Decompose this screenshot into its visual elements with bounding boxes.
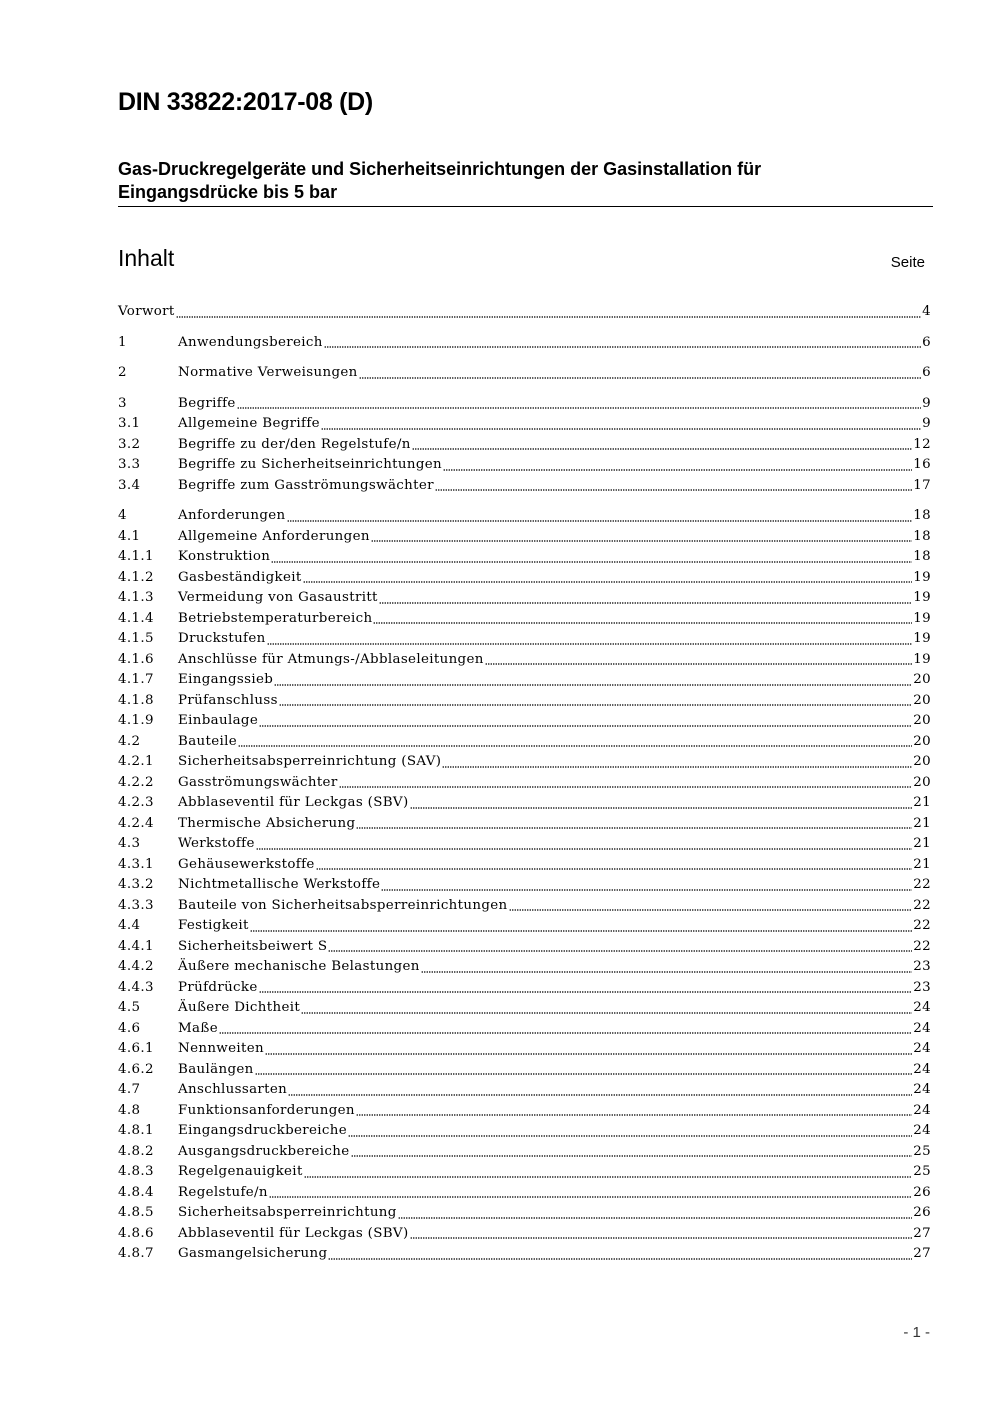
toc-entry-label: Einbaulage: [178, 713, 259, 728]
toc-dot-leader: [219, 1031, 912, 1034]
toc-entry-page: 27: [913, 1246, 931, 1261]
toc-entry-number: 4.4.1: [118, 938, 154, 954]
toc-entry-page: 26: [913, 1205, 931, 1220]
toc-entry[interactable]: [118, 691, 931, 712]
toc-entry[interactable]: [118, 527, 931, 548]
toc-entry-number: 4.3.3: [118, 897, 154, 913]
toc-entry-number: 4.1.6: [118, 651, 154, 667]
toc-entry-page: 19: [913, 651, 931, 667]
toc-entry-label: Abblaseventil für Leckgas (SBV): [178, 795, 409, 810]
toc-dot-leader: [351, 1154, 913, 1157]
toc-entry-number: 4.1.9: [118, 713, 154, 728]
toc-entry-label: Abblaseventil für Leckgas (SBV): [178, 1225, 409, 1241]
toc-entry-number: 4.4: [118, 918, 141, 933]
toc-entry-number: 4.2: [118, 733, 141, 749]
toc-entry-label: Sicherheitsabsperreinrichtung (SAV): [178, 754, 442, 769]
toc-entry-label: Eingangsdruckbereiche: [178, 1123, 348, 1138]
toc-entry-label: Anforderungen: [178, 508, 286, 523]
toc-entry[interactable]: [118, 937, 931, 958]
toc-entry-page: 21: [913, 856, 931, 872]
toc-entry[interactable]: [118, 1039, 931, 1060]
toc-entry[interactable]: [118, 855, 931, 876]
toc-entry-page: 24: [913, 1061, 931, 1077]
toc-dot-leader: [259, 990, 913, 993]
toc-heading: Inhalt: [118, 245, 175, 271]
toc-entry[interactable]: [118, 916, 931, 937]
toc-entry[interactable]: [118, 333, 931, 354]
toc-entry-page: 6: [922, 334, 931, 350]
toc-dot-leader: [356, 1113, 912, 1116]
toc-entry[interactable]: [118, 732, 931, 753]
toc-dot-leader: [398, 1216, 913, 1219]
toc-entry-number: 4.8.6: [118, 1225, 154, 1241]
toc-entry-label: Maße: [178, 1020, 218, 1036]
toc-dot-leader: [373, 621, 912, 624]
document-id: DIN 33822:2017-08 (D): [118, 88, 373, 116]
toc-entry-page: 22: [913, 897, 931, 913]
toc-entry[interactable]: [118, 568, 931, 589]
toc-entry-label: Baulängen: [178, 1061, 254, 1077]
toc-dot-leader: [279, 703, 912, 706]
toc-dot-leader: [176, 315, 921, 318]
toc-entry-number: 4.1.1: [118, 549, 154, 564]
toc-entry[interactable]: [118, 629, 931, 650]
toc-entry-number: 4.1: [118, 528, 141, 544]
toc-entry-page: 6: [922, 365, 931, 380]
toc-entry-label: Allgemeine Anforderungen: [178, 528, 370, 544]
toc-entry-page: 16: [913, 457, 931, 472]
toc-entry-page: 9: [922, 416, 931, 431]
toc-entry-number: 4.1.2: [118, 569, 154, 585]
toc-entry-number: 4.1.8: [118, 692, 154, 708]
toc-entry-number: 4.2.3: [118, 795, 154, 810]
toc-entry-number: 4.6.1: [118, 1041, 154, 1056]
toc-entry-page: 9: [922, 395, 931, 411]
toc-entry-page: 18: [913, 549, 931, 564]
toc-dot-leader: [324, 345, 921, 348]
toc-entry[interactable]: [118, 1080, 931, 1101]
toc-entry-label: Werkstoffe: [178, 836, 255, 851]
toc-entry[interactable]: [118, 588, 931, 609]
toc-entry-number: 4.8: [118, 1102, 141, 1118]
toc-entry[interactable]: [118, 998, 931, 1019]
toc-entry[interactable]: [118, 1183, 931, 1204]
toc-entry[interactable]: [118, 793, 931, 814]
document-title: Gas-Druckregelgeräte und Sicherheitseinrichtungen der Gasinstallation für Eingangsdrücke bis 5 bar: [118, 159, 762, 202]
toc-entry-number: 4.1.7: [118, 672, 154, 687]
toc-entry-page: 25: [913, 1164, 931, 1179]
toc-entry-label: Gasmangelsicherung: [178, 1246, 328, 1261]
toc-dot-leader: [410, 806, 913, 809]
toc-entry[interactable]: [118, 1224, 931, 1245]
toc-dot-leader: [237, 406, 921, 409]
toc-dot-leader: [316, 867, 913, 870]
toc-dot-leader: [250, 929, 912, 932]
toc-entry[interactable]: [118, 957, 931, 978]
toc-dot-leader: [348, 1134, 912, 1137]
toc-dot-leader: [256, 847, 912, 850]
toc-dot-leader: [359, 376, 921, 379]
toc-entry[interactable]: [118, 650, 931, 671]
toc-entry-page: 17: [913, 477, 931, 493]
toc-dot-leader: [356, 826, 912, 829]
toc-entry[interactable]: [118, 547, 931, 568]
toc-entry[interactable]: [118, 773, 931, 794]
toc-entry-number: 4.6.2: [118, 1061, 154, 1077]
toc-page-column-label: Seite: [890, 254, 925, 271]
toc-dot-leader: [328, 949, 912, 952]
toc-dot-leader: [259, 724, 912, 727]
toc-dot-leader: [255, 1072, 913, 1075]
toc-entry-page: 20: [913, 754, 931, 769]
toc-entry-page: 24: [913, 1020, 931, 1036]
toc-entry-label: Prüfanschluss: [178, 692, 278, 708]
toc-entry-number: 4.7: [118, 1082, 141, 1097]
toc-dot-leader: [421, 970, 913, 973]
toc-entry[interactable]: [118, 711, 931, 732]
table-of-contents: [118, 302, 931, 1265]
toc-entry-page: 19: [913, 590, 931, 605]
toc-dot-leader: [288, 1093, 912, 1096]
page-number: - 1 -: [903, 1324, 930, 1341]
toc-entry-number: 4.8.7: [118, 1246, 154, 1261]
toc-entry-page: 22: [913, 877, 931, 892]
toc-dot-leader: [321, 427, 921, 430]
toc-entry-page: 20: [913, 733, 931, 749]
toc-entry-page: 12: [913, 436, 931, 452]
toc-entry[interactable]: [118, 834, 931, 855]
toc-entry-label: Thermische Absicherung: [178, 815, 356, 831]
toc-entry[interactable]: [118, 1162, 931, 1183]
toc-entry-number: 3.3: [118, 457, 141, 472]
toc-entry[interactable]: [118, 455, 931, 476]
toc-dot-leader: [301, 1011, 912, 1014]
toc-entry-number: 4.8.2: [118, 1143, 154, 1159]
toc-entry[interactable]: [118, 506, 931, 527]
toc-entry[interactable]: [118, 302, 931, 323]
toc-dot-leader: [509, 908, 913, 911]
toc-entry-label: Ausgangsdruckbereiche: [178, 1143, 350, 1159]
toc-dot-leader: [371, 539, 912, 542]
toc-entry-number: 4.1.4: [118, 610, 154, 626]
toc-entry-page: 4: [922, 304, 931, 319]
toc-entry-number: 4.1.5: [118, 631, 154, 646]
toc-dot-leader: [274, 683, 912, 686]
toc-entry-number: 4.4.3: [118, 979, 154, 995]
toc-entry-page: 23: [913, 979, 931, 995]
toc-entry-label: Begriffe zum Gasströmungswächter: [178, 477, 434, 493]
toc-dot-leader: [287, 519, 913, 522]
toc-entry-page: 24: [913, 1082, 931, 1097]
toc-entry-page: 24: [913, 1041, 931, 1056]
toc-entry-label: Anschlüsse für Atmungs-/Abblaseleitungen: [178, 651, 484, 667]
toc-entry-number: 4.3.1: [118, 856, 154, 872]
toc-entry-number: 4.6: [118, 1020, 141, 1036]
toc-dot-leader: [238, 744, 912, 747]
toc-entry-label: Betriebstemperaturbereich: [178, 610, 373, 626]
toc-entry-number: 4.8.5: [118, 1205, 154, 1220]
toc-dot-leader: [303, 580, 913, 583]
toc-dot-leader: [265, 1052, 912, 1055]
toc-entry-number: 4.8.3: [118, 1164, 154, 1179]
toc-entry-page: 20: [913, 774, 931, 790]
toc-entry[interactable]: [118, 1244, 931, 1265]
title-divider: [118, 206, 933, 207]
toc-entry[interactable]: [118, 1203, 931, 1224]
toc-entry-page: 27: [913, 1225, 931, 1241]
toc-dot-leader: [267, 642, 913, 645]
toc-entry[interactable]: [118, 875, 931, 896]
toc-entry-page: 20: [913, 672, 931, 687]
toc-dot-leader: [379, 601, 912, 604]
toc-entry-page: 19: [913, 610, 931, 626]
toc-entry-number: 4.5: [118, 1000, 141, 1015]
toc-entry[interactable]: [118, 1019, 931, 1040]
toc-entry[interactable]: [118, 978, 931, 999]
toc-entry[interactable]: [118, 752, 931, 773]
toc-dot-leader: [442, 765, 912, 768]
toc-entry-page: 19: [913, 631, 931, 646]
toc-entry-label: Festigkeit: [178, 918, 249, 933]
toc-entry-label: Begriffe zu der/den Regelstufe/n: [178, 436, 411, 452]
toc-entry[interactable]: [118, 1121, 931, 1142]
toc-entry-label: Bauteile von Sicherheitsabsperreinrichtungen: [178, 897, 508, 913]
toc-entry-label: Nichtmetallische Werkstoffe: [178, 877, 381, 892]
toc-entry-label: Regelgenauigkeit: [178, 1164, 303, 1179]
toc-entry-label: Sicherheitsabsperreinrichtung: [178, 1205, 397, 1220]
toc-entry-page: 24: [913, 1123, 931, 1138]
toc-entry-label: Sicherheitsbeiwert S: [178, 938, 328, 954]
toc-entry-page: 18: [913, 528, 931, 544]
toc-dot-leader: [485, 662, 913, 665]
toc-entry-label: Gasströmungswächter: [178, 774, 338, 790]
toc-dot-leader: [271, 560, 912, 563]
toc-entry-label: Äußere Dichtheit: [178, 1000, 301, 1015]
toc-entry-page: 21: [913, 795, 931, 810]
toc-entry-page: 20: [913, 713, 931, 728]
toc-dot-leader: [339, 785, 913, 788]
toc-entry[interactable]: [118, 814, 931, 835]
toc-entry-number: 4.2.4: [118, 815, 154, 831]
toc-entry-label: Anschlussarten: [178, 1082, 288, 1097]
toc-entry-label: Begriffe: [178, 395, 236, 411]
toc-entry-page: 22: [913, 938, 931, 954]
toc-entry-number: 3.2: [118, 436, 141, 452]
toc-entry-label: Äußere mechanische Belastungen: [178, 959, 420, 974]
toc-entry-number: 4.1.3: [118, 590, 154, 605]
toc-dot-leader: [269, 1195, 912, 1198]
toc-entry-page: 22: [913, 918, 931, 933]
toc-entry-label: Druckstufen: [178, 631, 266, 646]
toc-dot-leader: [328, 1257, 912, 1260]
toc-entry-label: Nennweiten: [178, 1041, 264, 1056]
toc-entry[interactable]: [118, 1142, 931, 1163]
toc-entry-label: Regelstufe/n: [178, 1184, 268, 1200]
toc-entry-number: 4: [118, 508, 127, 523]
toc-entry-page: 25: [913, 1143, 931, 1159]
toc-dot-leader: [443, 468, 912, 471]
toc-entry-page: 21: [913, 836, 931, 851]
toc-entry-page: 24: [913, 1000, 931, 1015]
toc-entry-number: 4.8.1: [118, 1123, 154, 1138]
toc-entry-page: 21: [913, 815, 931, 831]
toc-entry-number: 4.2.1: [118, 754, 154, 769]
toc-entry[interactable]: [118, 435, 931, 456]
toc-entry[interactable]: [118, 414, 931, 435]
toc-entry-number: 4.3: [118, 836, 141, 851]
toc-entry-label: Normative Verweisungen: [178, 365, 358, 380]
toc-entry-page: 24: [913, 1102, 931, 1118]
toc-entry-number: 3: [118, 395, 127, 411]
toc-entry[interactable]: [118, 394, 931, 415]
toc-entry-number: 4.4.2: [118, 959, 154, 974]
toc-entry-number: 4.2.2: [118, 774, 154, 790]
toc-entry-number: 3.4: [118, 477, 141, 493]
toc-entry[interactable]: [118, 609, 931, 630]
toc-entry-number: 2: [118, 365, 127, 380]
toc-entry-number: 4.3.2: [118, 877, 154, 892]
toc-dot-leader: [304, 1175, 913, 1178]
toc-entry-number: 3.1: [118, 416, 141, 431]
toc-entry[interactable]: [118, 670, 931, 691]
toc-entry[interactable]: [118, 363, 931, 384]
toc-dot-leader: [435, 488, 912, 491]
toc-entry-page: 18: [913, 508, 931, 523]
toc-entry-label: Gehäusewerkstoffe: [178, 856, 315, 872]
toc-dot-leader: [412, 447, 913, 450]
toc-dot-leader: [381, 888, 912, 891]
toc-entry-label: Prüfdrücke: [178, 979, 258, 995]
toc-entry-label: Bauteile: [178, 733, 238, 749]
toc-entry-page: 20: [913, 692, 931, 708]
toc-entry-page: 26: [913, 1184, 931, 1200]
toc-entry-label: Begriffe zu Sicherheitseinrichtungen: [178, 457, 443, 472]
toc-entry-label: Vermeidung von Gasaustritt: [178, 590, 378, 605]
toc-entry-label: Allgemeine Begriffe: [178, 416, 320, 431]
toc-entry-number: 1: [118, 334, 127, 350]
toc-entry-label: Eingangssieb: [178, 672, 274, 687]
toc-entry-label: Vorwort: [118, 304, 175, 319]
toc-entry-page: 19: [913, 569, 931, 585]
toc-entry-label: Funktionsanforderungen: [178, 1102, 355, 1118]
toc-entry[interactable]: [118, 476, 931, 497]
toc-entry-number: 4.8.4: [118, 1184, 154, 1200]
toc-entry[interactable]: [118, 896, 931, 917]
toc-entry-page: 23: [913, 959, 931, 974]
toc-entry[interactable]: [118, 1060, 931, 1081]
toc-entry-label: Gasbeständigkeit: [178, 569, 302, 585]
toc-entry-label: Anwendungsbereich: [178, 334, 323, 350]
toc-entry-label: Konstruktion: [178, 549, 271, 564]
toc-entry[interactable]: [118, 1101, 931, 1122]
toc-dot-leader: [410, 1236, 913, 1239]
